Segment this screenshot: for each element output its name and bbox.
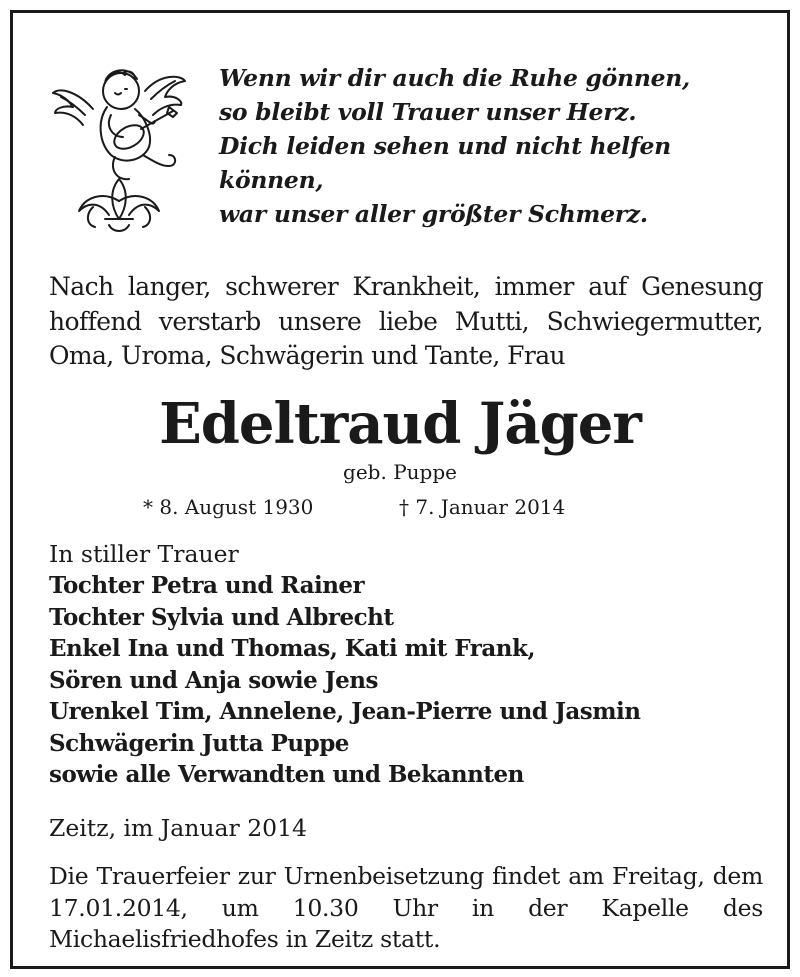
poem-line: war unser aller größter Schmerz. xyxy=(219,200,648,228)
mourners-list xyxy=(49,570,641,791)
funeral-service-info: Die Trauerfeier zur Urnenbeisetzung findet am Freitag, dem 17.01.2014, um 10.30 Uhr in der Kapelle des Michaelisfriedhofes in Zeitz statt. xyxy=(49,862,763,953)
poem-line: können, xyxy=(219,166,324,194)
poem-line: Dich leiden sehen und nicht helfen xyxy=(219,132,671,160)
birth-name: geb. Puppe xyxy=(343,460,457,484)
mourner-line: Tochter Sylvia und Albrecht xyxy=(49,603,394,631)
mourner-line: Tochter Petra und Rainer xyxy=(49,572,365,599)
cherub-with-mandolin-icon xyxy=(49,51,189,241)
poem-line: so bleibt voll Trauer unser Herz. xyxy=(219,98,637,126)
intro-text: Nach langer, schwerer Krankheit, immer auf Genesung hoffend verstarb unsere liebe Mutti, Schwiegermutter, Oma, Uroma, Schwägerin und Tante, Frau xyxy=(49,272,763,370)
mourner-line: Urenkel Tim, Annelene, Jean-Pierre und Jasmin xyxy=(49,698,641,725)
obituary-frame xyxy=(10,10,790,969)
mourner-line: Sören und Anja sowie Jens xyxy=(49,666,378,694)
mourners-heading: In stiller Trauer xyxy=(49,540,239,568)
birth-date: * 8. August 1930 xyxy=(143,495,314,519)
poem xyxy=(219,61,759,231)
poem-line: Wenn wir dir auch die Ruhe gönnen, xyxy=(219,64,690,92)
deceased-name: Edeltraud Jäger xyxy=(159,391,641,457)
mourner-line: Enkel Ina und Thomas, Kati mit Frank, xyxy=(49,635,535,662)
place-date: Zeitz, im Januar 2014 xyxy=(49,814,308,842)
mourner-line: Schwägerin Jutta Puppe xyxy=(49,729,349,757)
death-date: † 7. Januar 2014 xyxy=(399,495,566,519)
mourner-line: sowie alle Verwandten und Bekannten xyxy=(49,761,524,788)
